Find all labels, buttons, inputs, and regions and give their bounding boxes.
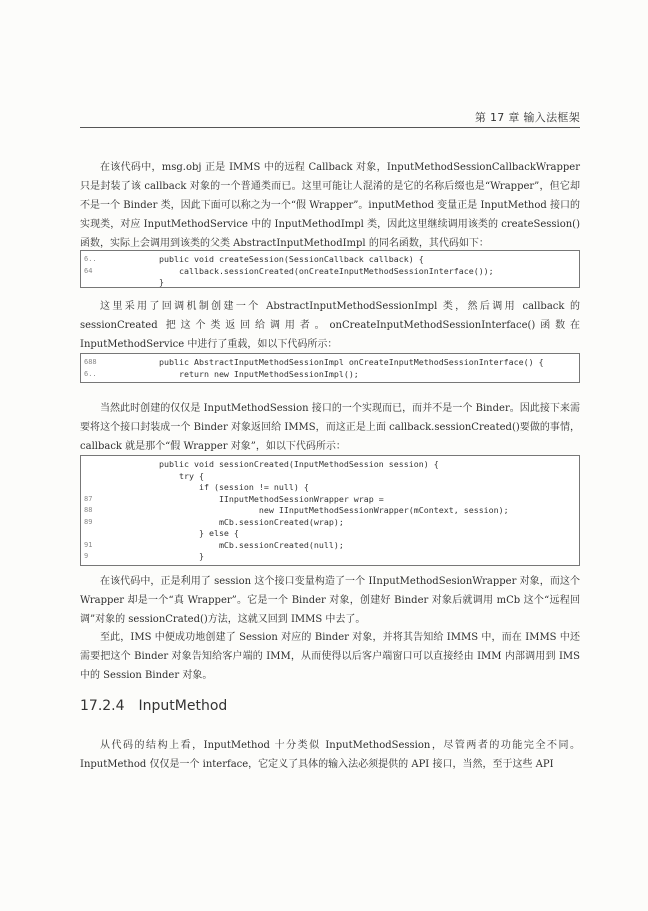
paragraph-5 — [80, 628, 580, 685]
line-number: 87 — [84, 494, 93, 503]
paragraph-text: 在该代码中，正是利用了 session 这个接口变量构造了一个 IInputMethodSesionWrapper 对象，而这个 Wrapper 却是一个“真 Wrapper”。它是一个 Binder 对象，创建好 Binder 对象后就调用 mCb 这个“远程回调”对象的 sessionCrated()方法，这就又回到 IMMS 中去了。 — [80, 576, 580, 625]
code-line — [81, 459, 579, 471]
code-line — [81, 505, 579, 517]
line-number: 6.. — [84, 369, 97, 378]
code-text: IInputMethodSessionWrapper wrap = — [159, 493, 384, 504]
code-line — [81, 266, 579, 278]
code-block-session-created — [80, 455, 580, 566]
chapter-title: 第 17 章 输入法框架 — [474, 111, 580, 124]
code-line — [81, 528, 579, 540]
code-text: } — [159, 277, 164, 287]
code-line — [81, 551, 579, 563]
line-number: 6.. — [84, 255, 97, 263]
line-number: 91 — [84, 540, 93, 549]
code-text: public AbstractInputMethodSessionImpl onCreateInputMethodSessionInterface() { — [159, 357, 544, 367]
paragraph-4 — [80, 572, 580, 629]
header-rule — [80, 127, 580, 128]
paragraph-2 — [80, 297, 580, 354]
code-line — [81, 369, 579, 381]
code-line — [81, 540, 579, 552]
line-number: 89 — [84, 517, 93, 526]
paragraph-text: 从代码的结构上看，InputMethod 十分类似 InputMethodSession，尽管两者的功能完全不同。InputMethod 仅仅是一个 interface，它定义了具体的输入法必须提供的 API 接口，当然，至于这些 API — [80, 740, 580, 770]
code-text: if (session != null) { — [159, 482, 309, 492]
page-header — [80, 106, 580, 128]
code-text: return new InputMethodSessionImpl(); — [159, 368, 359, 379]
code-text: mCb.sessionCreated(wrap); — [159, 516, 344, 527]
code-line — [81, 471, 579, 483]
line-number: 9 — [84, 552, 89, 560]
section-heading — [80, 698, 227, 714]
code-text: new IInputMethodSessionWrapper(mContext, session); — [159, 505, 509, 515]
line-number: 64 — [84, 266, 93, 275]
paragraph-text: 至此，IMS 中便成功地创建了 Session 对应的 Binder 对象，并将其告知给 IMMS 中，而在 IMMS 中还需要把这个 Binder 对象告知给客户端的 IMM，从而使得以后客户端窗口可以直接经由 IMM 内部调用到 IMS 中的 Session Binder 对象。 — [80, 632, 580, 681]
code-line — [81, 357, 579, 369]
paragraph-1 — [80, 158, 580, 253]
line-number: 688 — [84, 358, 97, 366]
line-number: 88 — [84, 506, 93, 514]
paragraph-text: 这里采用了回调机制创建一个 AbstractInputMethodSessionImpl 类，然后调用 callback 的 sessionCreated 把这个类返回给调用者。onCreateInputMethodSessionInterface()函数在 InputMethodService 中进行了重载，如以下代码所示： — [80, 301, 580, 350]
code-text: try { — [159, 470, 204, 481]
code-block-on-create-session — [80, 353, 580, 383]
code-text: callback.sessionCreated(onCreateInputMethodSessionInterface()); — [159, 265, 494, 276]
paragraph-3 — [80, 399, 580, 456]
code-text: } — [159, 551, 204, 561]
code-block-create-session — [80, 250, 580, 288]
paragraph-6 — [80, 736, 580, 774]
code-line — [81, 482, 579, 494]
code-text: public void createSession(SessionCallback callback) { — [159, 254, 424, 264]
paragraph-text: 当然此时创建的仅仅是 InputMethodSession 接口的一个实现而已，而并不是一个 Binder。因此接下来需要将这个接口封装成一个 Binder 对象返回给 IMMS，而这正是上面 callback.sessionCreated()要做的事情，callback 就是那个“假 Wrapper 对象”，如以下代码所示： — [80, 403, 580, 452]
code-text: public void sessionCreated(InputMethodSession session) { — [159, 459, 439, 469]
code-line — [81, 254, 579, 266]
paragraph-text: 在该代码中，msg.obj 正是 IMMS 中的远程 Callback 对象，InputMethodSessionCallbackWrapper 只是封装了该 callback 对象的一个普通类而已。这里可能让人混淆的是它的名称后缀也是“Wrapper”，但它却不是一个 Binder 类，因此下面可以称之为一个“假 Wrapper”。inputMethod 变量正是 InputMethod 接口的实现类，对应 InputMethodService 中的 InputMethodImpl 类，因此这里继续调用该类的 createSession()函数，实际上会调用到该类的父类 AbstractInputMethodImpl 的同名函数，其代码如下： — [80, 162, 580, 249]
code-line — [81, 277, 579, 289]
code-text: } else { — [159, 528, 239, 538]
code-text: mCb.sessionCreated(null); — [159, 539, 344, 550]
section-number: 17.2.4 — [80, 698, 125, 714]
code-line — [81, 494, 579, 506]
section-title-text: InputMethod — [138, 698, 228, 714]
code-line — [81, 517, 579, 529]
